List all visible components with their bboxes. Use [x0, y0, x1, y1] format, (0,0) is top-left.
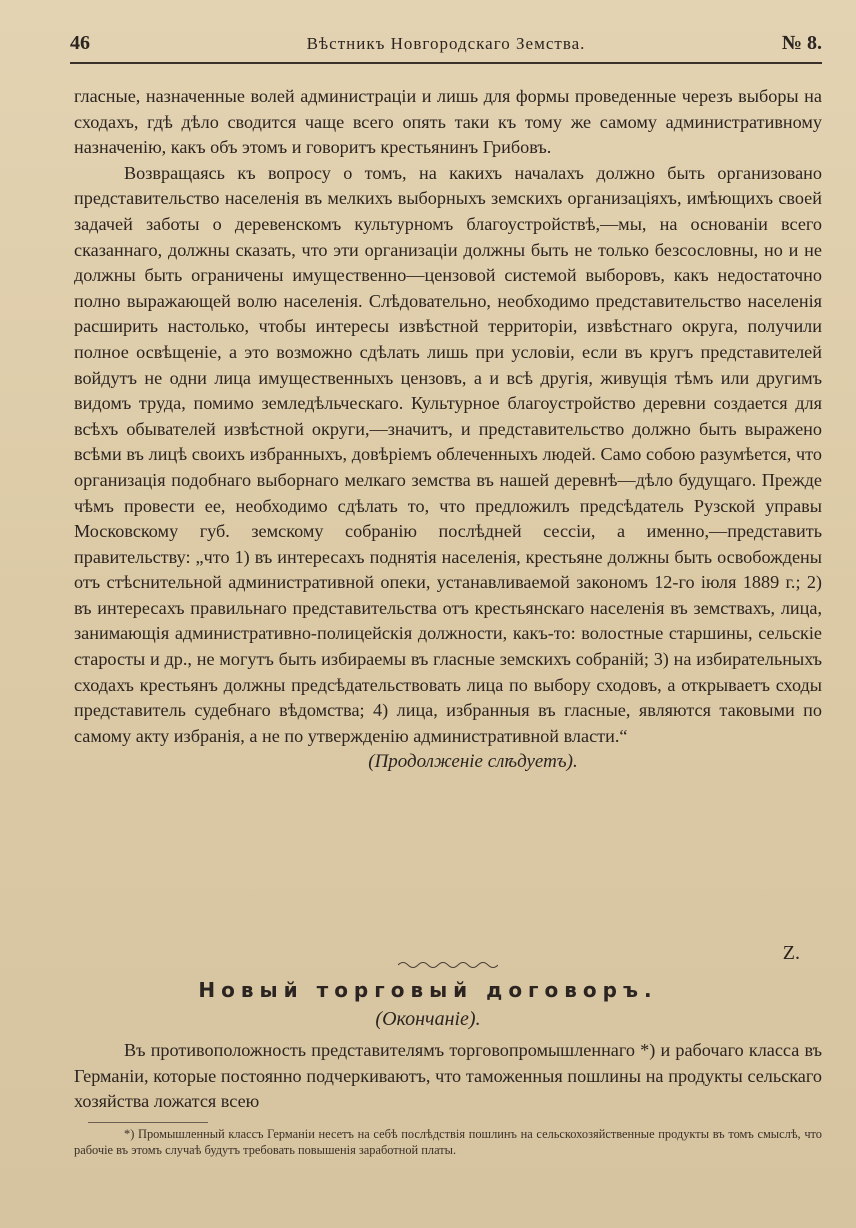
- paragraph: Въ противоположность представителямъ торговопромышленнаго *) и рабочаго класса въ Германіи, которые постоянно подчеркиваютъ, что таможенныя пошлины на продукты сельскаго хозяйства ложатся всею: [74, 1040, 822, 1112]
- article2-body: [74, 1038, 822, 1115]
- continuation-note: (Продолженіе слѣдуетъ).: [368, 751, 578, 773]
- footnote-rule: [88, 1122, 208, 1123]
- article-subtitle: (Окончаніе).: [375, 1008, 481, 1030]
- journal-title: Вѣстникъ Новгородскаго Земства.: [306, 34, 586, 53]
- issue-number: № 8.: [781, 32, 822, 54]
- running-header: [70, 30, 822, 64]
- footnote: [74, 1126, 822, 1158]
- paragraph: гласные, назначенные волей администраціи и лишь для формы проведенные черезъ выборы на сходахъ, гдѣ дѣло сводится чаще всего опять таки къ тому же самому административному назначенію, какъ объ этомъ и говоритъ крестьянинъ Грибовъ.: [74, 86, 822, 158]
- article-title: Новый торговый договоръ.: [198, 978, 658, 1002]
- ornament-divider: [398, 960, 498, 970]
- footnote-text: *) Промышленный классъ Германіи несетъ на себѣ послѣдствія пошлинъ на сельскохозяйственные продукты въ томъ смыслѣ, что рабочіе въ этомъ случаѣ будутъ требовать повышенія заработной платы.: [74, 1127, 822, 1157]
- author-signature: Z.: [782, 942, 800, 964]
- page-number: 46: [70, 32, 90, 54]
- paragraph: Возвращаясь къ вопросу о томъ, на какихъ началахъ должно быть организовано представительство населенія въ мелкихъ выборныхъ земскихъ организаціяхъ, имѣющихъ своей задачей заботы о деревенскомъ культурномъ благоустройствѣ,—мы, на основаніи всего сказаннаго, должны сказать, что эти организаціи должны быть не только безсословны, но и не должны быть ограничены имущественно—цензовой системой выборовъ, какъ недостаточно полно выражающей волю населенія. Слѣдовательно, необходимо представительство населенія расширить настолько, чтобы интересы извѣстной территоріи, извѣстнаго округа, получили полное освѣщеніе, а это возможно сдѣлать лишь при условіи, если въ кругъ представителей войдутъ не одни лица имущественныхъ цензовъ, а и всѣ другія, живущія тѣмъ или другимъ видомъ труда, помимо земледѣльческаго. Культурное благоустройство деревни создается для всѣхъ обывателей извѣстной округи,—значитъ, и представительство должно быть выражено всѣми въ лицѣ своихъ избранныхъ, довѣріемъ облеченныхъ людей. Само собою разумѣется, что организація подобнаго выборнаго мелкаго земства въ нашей деревнѣ—дѣло будущаго. Прежде чѣмъ провести ее, необходимо сдѣлать то, что предложилъ предсѣдатель Рузской управы Московскому губ. земскому собранію послѣдней сессіи, а именно,—представить правительству: „что 1) въ интересахъ поднятія населенія, крестьяне должны быть освобождены отъ стѣснительной административной опеки, устанавливаемой закономъ 12-го іюля 1889 г.; 2) въ интересахъ правильнаго представительства отъ крестьянскаго населенія въ земствахъ, лица, занимающія административно-полицейскія должности, какъ-то: волостные старшины, сельскіе старосты и др., не могутъ быть избираемы въ гласные земскихъ собраній; 3) на избирательныхъ сходахъ крестьянъ должны предсѣдательствовать лица по выбору сходовъ, а открываетъ сходы представитель судебнаго вѣдомства; 4) лица, избранныя въ гласные, являются таковыми по самому акту избранія, а не по утвержденію административной власти.“: [74, 162, 822, 746]
- article-body: [74, 84, 822, 775]
